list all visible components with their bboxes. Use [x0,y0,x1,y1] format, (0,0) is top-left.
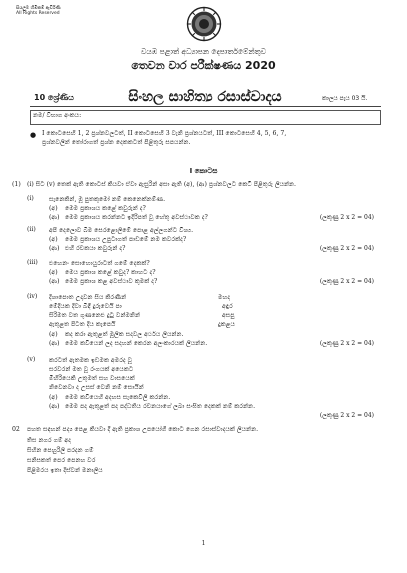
page-number: 1 [201,540,206,547]
verse-line: අපි දෙලොව බිම සෙරළොලිමේ පොළ අල්ලගන්ට විශ්‍ය. [49,227,194,234]
marks-label: (ලකුණු 2 x 2 = 04) [319,214,374,221]
q2-verse-line: සනිසකත් පෙර පෙනහ වර [27,457,96,464]
subject-title: සිංහල සාහිත්‍ය රසාස්වාදය [128,89,282,105]
sub-question-label: (අ) [49,236,58,243]
part-number: (ii) [27,226,36,233]
sub-question-text: මෙය ප්‍රකාශ කළේ කවුද? කාහට ද? [65,269,156,276]
q2-verse-line: තිස නගර ගම් අද [27,437,71,444]
verse-line: කරටත් ඇතමක ඉඩමක අමරද වූ [49,357,133,364]
copyright-english: All Rights Reserved [16,11,60,16]
sub-question-label: (ආ) [49,214,60,221]
q1-intro: (i) සිට (v) තෙක් ඇති කොටස් කියවා ඒවා ඇසුරින් අසා ඇති (අ), (ආ) ප්‍රශ්නවලට කෙටි පිළිතුරු ලියන්න. [27,181,297,188]
provincial-emblem [186,6,222,42]
marks-label: (ලකුණු 2 x 2 = 04) [319,412,374,419]
verse-line: සැනෙකින්, මූ පුතකුමෝ නම් කෙනෙක්නම්ණ. [49,196,166,203]
sub-question-text: කද කරා ඇතුළත් මූලික සදවල අර්ථය ලියන්න. [65,331,184,338]
verse-line: මිහිරියෙකි උතුමත් සහ වාසයෙක් [49,375,135,382]
verse-line: සිරිමත වත ගුණනෙළු දුටු වන්මනින් [49,312,140,319]
sub-question-text: මෙම ප්‍රකාශය උපුටාගත් පාඩමේ නම කවරක්ද? [65,236,187,243]
sub-question-text: මෙම ප්‍රකාශය කළේ කවුරුන් ද? [65,205,146,212]
sub-question-label: (ආ) [49,403,60,410]
q1-label: (1) [12,181,21,188]
q2-verse-line: පිළිමරය ඉතා දිස්වන් මනාලිය [27,467,103,474]
instruction-line-1: I කොටසෙහි 1, 2 ප්‍රශ්නවලටත්, II කොටසෙහි 3 වැනි ප්‍රශ්නයටත්, III කොටසෙහි 4, 5, 6, 7, [42,130,287,137]
verse-line: සරවරන් මත වූ රංගයක් අයෙකට [49,366,134,373]
sub-question-text: මෙම කවියෙන් ලද සදහන් කෙරන අලංකාරයක් ලියන්න. [65,340,208,347]
verse-line: ඇතුළත පිටත දිය කැපෙයි [49,321,116,328]
name-index-box[interactable] [30,110,381,125]
verse-line: දිශාපොත උදාවන සිය කිරණින් [49,294,127,301]
name-index-label: නම/ විභාග අංකය: [33,112,82,119]
sub-question-label: (ආ) [49,278,60,285]
exam-title: තෙවන වාර පරීක්ෂණය 2020 [131,59,276,72]
q2-label: 02 [12,426,20,433]
duration-label: කාලය පැය 03 යි. [322,95,368,102]
instruction-line-2: ප්‍රශ්නවලින් තෝරාගත් ප්‍රශ්න දෙකකටත් පිළිතුරු සපයන්න. [42,139,191,146]
marks-label: (ලකුණු 2 x 2 = 04) [319,278,374,285]
marks-label: (ලකුණු 2 x 2 = 04) [319,340,374,347]
q2-verse-line: සිහින පෙහුරිලි පරදන ගම් [27,447,94,454]
sub-question-label: (ආ) [49,245,60,252]
sub-question-text: මෙම ප්‍රකාශ කළ අවස්ථාව කුමක් ද? [65,278,158,285]
part-number: (i) [27,195,34,202]
verse-line: එහෙනං සොහොයුරාටත් ගමේ දෙකක්? [49,260,150,267]
copyright-sinhala: සියලුම හිමිකම් ඇවිරිණි [16,6,61,11]
sub-question-label: (අ) [49,331,58,338]
sub-question-text: මෙම ප්‍රකාශය කරන්නට ඉදිරිපත් වූ හේතු අවස්ථාවක ද? [65,214,208,221]
marks-label: (ලකුණු 2 x 2 = 04) [319,245,374,252]
section-title: I කොටස [189,167,218,175]
verse-line: නිවෙනවා ද උසස් වෙනි නම් සොයින් [49,384,144,391]
sub-question-text: එහි රචකයා කවුරුන් ද? [65,245,126,252]
q2-intro: පහත සඳහන් පද්‍ය පෙළ කියවා දී ඇති ප්‍රකාශ උපයෝගී කොට ගෙන රසාස්වාදයක් ලියන්න. [27,426,259,433]
sub-question-label: (ආ) [49,340,60,347]
sub-question-text: මෙම කවියෙහි අදහස සැකෙවීලි කරන්න. [65,394,171,401]
verse-line-end: අඳුර [222,303,233,310]
part-number: (iii) [27,259,38,266]
grade-label: 10 ශ්‍රේණිය [34,93,74,102]
part-number: (v) [27,356,36,363]
sub-question-label: (අ) [49,394,58,401]
verse-line-end: දුකළය [218,321,235,328]
verse-line-end: මහද [218,294,231,301]
sub-question-label: (අ) [49,205,58,212]
department-title: වයඹ පළාත් අධ්‍යාපන දෙපාර්තමේන්තුව [140,47,267,56]
header-divider [30,106,381,107]
sub-question-label: (අ) [49,269,58,276]
bullet-icon: ● [30,131,37,139]
verse-line-end: අසපු [222,312,235,319]
verse-line: මේදියක දිවා බිඳී දුරුවෙයි පා [49,303,122,310]
part-number: (iv) [27,293,38,300]
sub-question-text: මෙම පද ඇතුළත් පද පද්ධතිය රචනයාගේ ලබා සංඝිත දෙකක් නම් කරන්න. [65,403,256,410]
